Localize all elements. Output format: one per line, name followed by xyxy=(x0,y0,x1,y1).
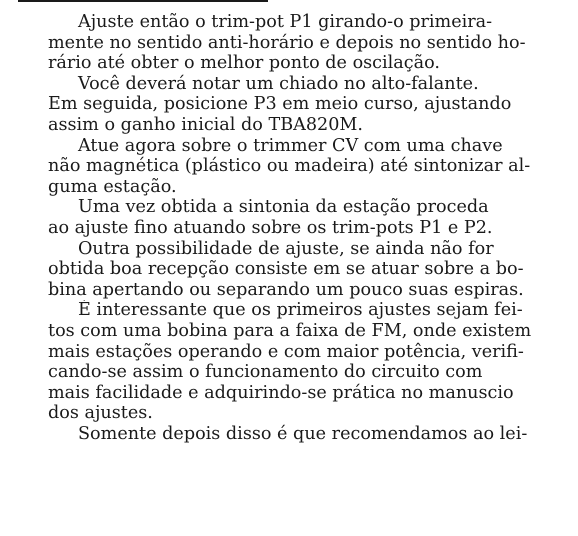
text-line: Outra possibilidade de ajuste, se ainda não for xyxy=(78,238,494,259)
text-line: ao ajuste fino atuando sobre os trim-pots P1 e P2. xyxy=(48,217,493,238)
text-line: tos com uma bobina para a faixa de FM, onde existem xyxy=(48,320,532,341)
text-line: Somente depois disso é que recomendamos ao lei- xyxy=(78,423,528,444)
paragraph-6 xyxy=(48,300,559,424)
text-line: dos ajustes. xyxy=(48,403,153,424)
text-line: bina apertando ou separando um pouco suas espiras. xyxy=(48,279,524,300)
top-rule-divider xyxy=(18,0,268,2)
paragraph-7 xyxy=(48,424,559,445)
text-line: mente no sentido anti-horário e depois no sentido ho- xyxy=(48,32,526,53)
text-column xyxy=(48,12,559,444)
text-line: Você deverá notar um chiado no alto-falante. xyxy=(78,73,479,94)
text-line: mais estações operando e com maior potência, verifi- xyxy=(48,341,524,362)
paragraph-1 xyxy=(48,12,559,74)
text-line: cando-se assim o funcionamento do circuito com xyxy=(48,362,483,383)
text-line: obtida boa recepção consiste em se atuar sobre a bo- xyxy=(48,259,524,280)
text-line: assim o ganho inicial do TBA820M. xyxy=(48,114,364,135)
text-line: não magnética (plástico ou madeira) até sintonizar al- xyxy=(48,156,531,177)
text-line: Em seguida, posicione P3 em meio curso, ajustando xyxy=(48,94,512,115)
text-line: Uma vez obtida a sintonia da estação proceda xyxy=(78,197,489,218)
paragraph-4 xyxy=(48,197,559,238)
text-line: rário até obter o melhor ponto de oscilação. xyxy=(48,53,441,74)
text-line: É interessante que os primeiros ajustes sejam fei- xyxy=(78,300,523,321)
paragraph-5 xyxy=(48,239,559,301)
text-line: guma estação. xyxy=(48,176,177,197)
text-line: Atue agora sobre o trimmer CV com uma chave xyxy=(78,135,503,156)
text-line: mais facilidade e adquirindo-se prática no manuscio xyxy=(48,382,514,403)
text-line: Ajuste então o trim-pot P1 girando-o primeira- xyxy=(78,12,493,32)
paragraph-2 xyxy=(48,74,559,136)
paragraph-3 xyxy=(48,136,559,198)
